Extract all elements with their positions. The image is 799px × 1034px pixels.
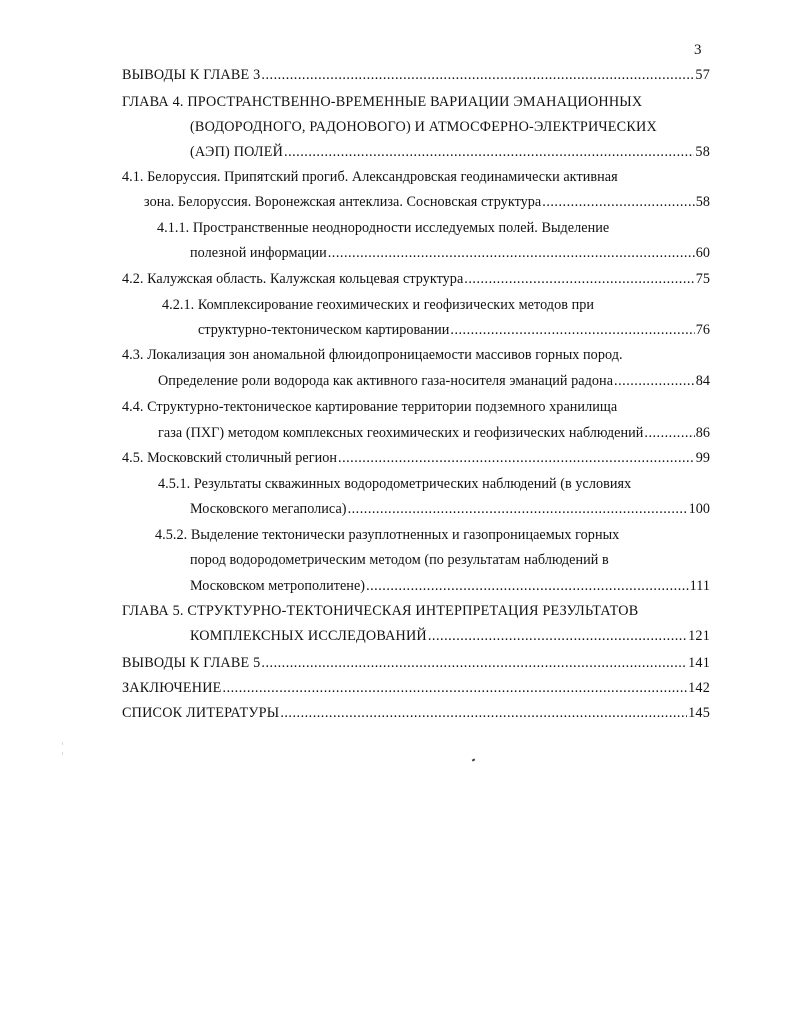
toc-entry (122, 704, 710, 722)
toc-title: ГЛАВА 4. ПРОСТРАНСТВЕННО-ВРЕМЕННЫЕ ВАРИАЦИИ ЭМАНАЦИОННЫХ (122, 94, 643, 110)
toc-leader (261, 66, 694, 84)
toc-title: 4.4. Структурно-тектоническое картирование территории подземного хранилища (122, 399, 618, 415)
toc-title: 4.3. Локализация зон аномальной флюидопроницаемости массивов горных пород. (122, 347, 623, 363)
toc-entry (122, 654, 710, 672)
toc-page: 121 (688, 628, 710, 644)
toc-entry (190, 143, 710, 161)
toc-leader (428, 627, 687, 645)
toc-title: 4.1.1. Пространственные неоднородности исследуемых полей. Выделение (157, 220, 610, 236)
toc-entry (190, 577, 710, 595)
toc-title: Московском метрополитене) (190, 578, 366, 594)
toc-entry (190, 500, 710, 518)
toc-entry (190, 627, 710, 645)
toc-title: СПИСОК ЛИТЕРАТУРЫ (122, 705, 280, 721)
toc-title: структурно-тектоническом картировании (198, 322, 450, 338)
toc-title: (АЭП) ПОЛЕЙ (190, 144, 284, 160)
toc-title: 4.2.1. Комплексирование геохимических и геофизических методов при (162, 297, 594, 313)
toc-title: 4.5.2. Выделение тектонически разуплотненных и газопроницаемых горных (155, 527, 620, 543)
toc-page: 84 (695, 373, 710, 389)
toc-leader (348, 500, 688, 518)
toc-title: ВЫВОДЫ К ГЛАВЕ 5 (122, 655, 261, 671)
toc-entry (144, 193, 710, 211)
toc-leader (644, 424, 694, 442)
toc-leader (328, 244, 695, 262)
toc-entry (122, 270, 710, 288)
toc-page: 111 (689, 578, 710, 594)
toc-title: ЗАКЛЮЧЕНИЕ (122, 680, 222, 696)
toc-page: 100 (688, 501, 710, 517)
toc-leader (280, 704, 687, 722)
toc-leader (366, 577, 689, 595)
toc-title: 4.1. Белоруссия. Припятский прогиб. Александровская геодинамически активная (122, 169, 618, 185)
toc-title: 4.5.1. Результаты скважинных водородометрических наблюдений (в условиях (158, 476, 632, 492)
toc-title: газа (ПХГ) методом комплексных геохимических и геофизических наблюдений (158, 425, 644, 441)
scan-speck (472, 758, 476, 761)
page-number: 3 (694, 42, 702, 58)
toc-page: 76 (695, 322, 710, 338)
toc-leader (450, 321, 694, 339)
toc-page: 57 (695, 67, 710, 83)
toc-leader (261, 654, 687, 672)
toc-page: 58 (695, 144, 710, 160)
toc-leader (542, 193, 694, 211)
toc-page: 75 (695, 271, 710, 287)
toc-leader (284, 143, 694, 161)
toc-entry (198, 321, 710, 339)
toc-page: 141 (688, 655, 710, 671)
toc-title: пород водородометрическим методом (по результатам наблюдений в (190, 552, 609, 568)
toc-entry (190, 244, 710, 262)
toc-title: ВЫВОДЫ К ГЛАВЕ 3 (122, 67, 261, 83)
toc-entry (158, 424, 710, 442)
scan-edge-mark (62, 752, 63, 755)
toc-title: 4.5. Московский столичный регион (122, 450, 338, 466)
toc-leader (614, 372, 695, 390)
toc-page: 60 (695, 245, 710, 261)
toc-page: 99 (695, 450, 710, 466)
toc-leader (223, 679, 688, 697)
toc-title: (ВОДОРОДНОГО, РАДОНОВОГО) И АТМОСФЕРНО-ЭЛЕКТРИЧЕСКИХ (190, 119, 657, 135)
toc-title: 4.2. Калужская область. Калужская кольцевая структура (122, 271, 464, 287)
toc-entry (158, 372, 710, 390)
toc-entry (122, 66, 710, 84)
toc-title: зона. Белоруссия. Воронежская антеклиза. Сосновская структура (144, 194, 542, 210)
toc-page: 86 (695, 425, 710, 441)
toc-entry (122, 679, 710, 697)
toc-page: 58 (695, 194, 710, 210)
toc-page: 145 (688, 705, 710, 721)
scan-edge-mark (62, 742, 63, 745)
toc-page: 142 (688, 680, 710, 696)
toc-leader (464, 270, 694, 288)
toc-title: полезной информации (190, 245, 327, 261)
toc-title: Московского мегаполиса) (190, 501, 347, 517)
toc-leader (338, 449, 695, 467)
toc-title: ГЛАВА 5. СТРУКТУРНО-ТЕКТОНИЧЕСКАЯ ИНТЕРПРЕТАЦИЯ РЕЗУЛЬТАТОВ (122, 603, 639, 619)
toc-title: Определение роли водорода как активного газа-носителя эманаций радона (158, 373, 614, 389)
toc-title: КОМПЛЕКСНЫХ ИССЛЕДОВАНИЙ (190, 628, 427, 644)
toc-entry (122, 449, 710, 467)
